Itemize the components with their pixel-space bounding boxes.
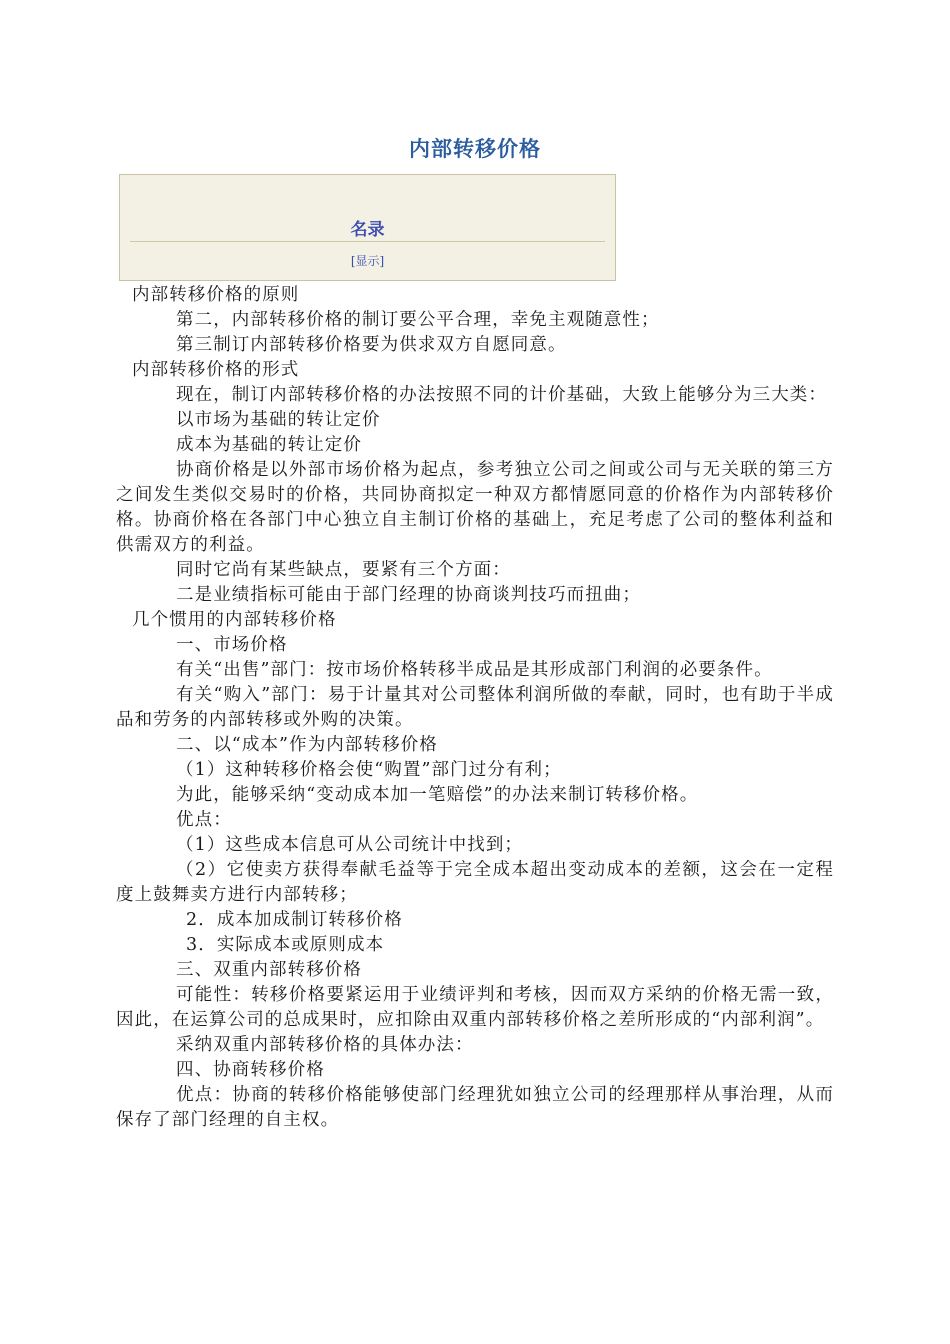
paragraph: 成本为基础的转让定价	[176, 435, 362, 455]
toc-show-toggle[interactable]: [显示]	[350, 254, 385, 268]
paragraph: （2）它使卖方获得奉献毛益等于完全成本超出变动成本的差额，这会在一定程度上鼓舞卖方进行内部转移；	[116, 860, 834, 905]
table-of-contents	[119, 174, 616, 281]
toc-title: 名录	[350, 220, 385, 240]
page-title: 内部转移价格	[409, 137, 541, 161]
paragraph: 2．成本加成制订转移价格	[186, 910, 403, 930]
paragraph: 同时它尚有某些缺点，要紧有三个方面：	[176, 560, 511, 580]
section-heading: 内部转移价格的原则	[132, 285, 300, 305]
paragraph: 二是业绩指标可能由于部门经理的协商谈判技巧而扭曲；	[176, 585, 641, 605]
paragraph: 二、以“成本”作为内部转移价格	[176, 735, 438, 755]
paragraph: 优点：协商的转移价格能够使部门经理犹如独立公司的经理那样从事治理，从而保存了部门经理的自主权。	[116, 1085, 834, 1130]
paragraph: 四、协商转移价格	[176, 1060, 325, 1080]
paragraph: 可能性：转移价格要紧运用于业绩评判和考核，因而双方采纳的价格无需一致，因此，在运算公司的总成果时，应扣除由双重内部转移价格之差所形成的“内部利润”。	[116, 985, 834, 1030]
document-body	[116, 283, 834, 1133]
paragraph: （1）这种转移价格会使“购置”部门过分有利；	[176, 760, 562, 780]
section-heading: 内部转移价格的形式	[132, 360, 300, 380]
paragraph: 采纳双重内部转移价格的具体办法：	[176, 1035, 474, 1055]
paragraph: 为此，能够采纳“变动成本加一笔赔偿”的办法来制订转移价格。	[176, 785, 699, 805]
paragraph: 优点：	[176, 810, 232, 830]
paragraph: 以市场为基础的转让定价	[176, 410, 381, 430]
paragraph: 现在，制订内部转移价格的办法按照不同的计价基础，大致上能够分为三大类：	[176, 385, 827, 405]
paragraph: 协商价格是以外部市场价格为起点，参考独立公司之间或公司与无关联的第三方之间发生类似交易时的价格，共同协商拟定一种双方都情愿同意的价格作为内部转移价格。协商价格在各部门中心独立自主制订价格的基础上，充足考虑了公司的整体利益和供需双方的利益。	[116, 460, 834, 555]
paragraph: 3．实际成本或原则成本	[186, 935, 385, 955]
paragraph: （1）这些成本信息可从公司统计中找到；	[176, 835, 524, 855]
paragraph: 第三制订内部转移价格要为供求双方自愿同意。	[176, 335, 567, 355]
paragraph: 有关“出售”部门：按市场价格转移半成品是其形成部门利润的必要条件。	[176, 660, 773, 680]
section-heading: 几个惯用的内部转移价格	[132, 610, 337, 630]
paragraph: 一、市场价格	[176, 635, 288, 655]
paragraph: 第二，内部转移价格的制订要公平合理，幸免主观随意性；	[176, 310, 660, 330]
toc-divider	[130, 241, 605, 242]
paragraph: 三、双重内部转移价格	[176, 960, 362, 980]
paragraph: 有关“购入”部门：易于计量其对公司整体利润所做的奉献，同时，也有助于半成品和劳务的内部转移或外购的决策。	[116, 685, 834, 730]
